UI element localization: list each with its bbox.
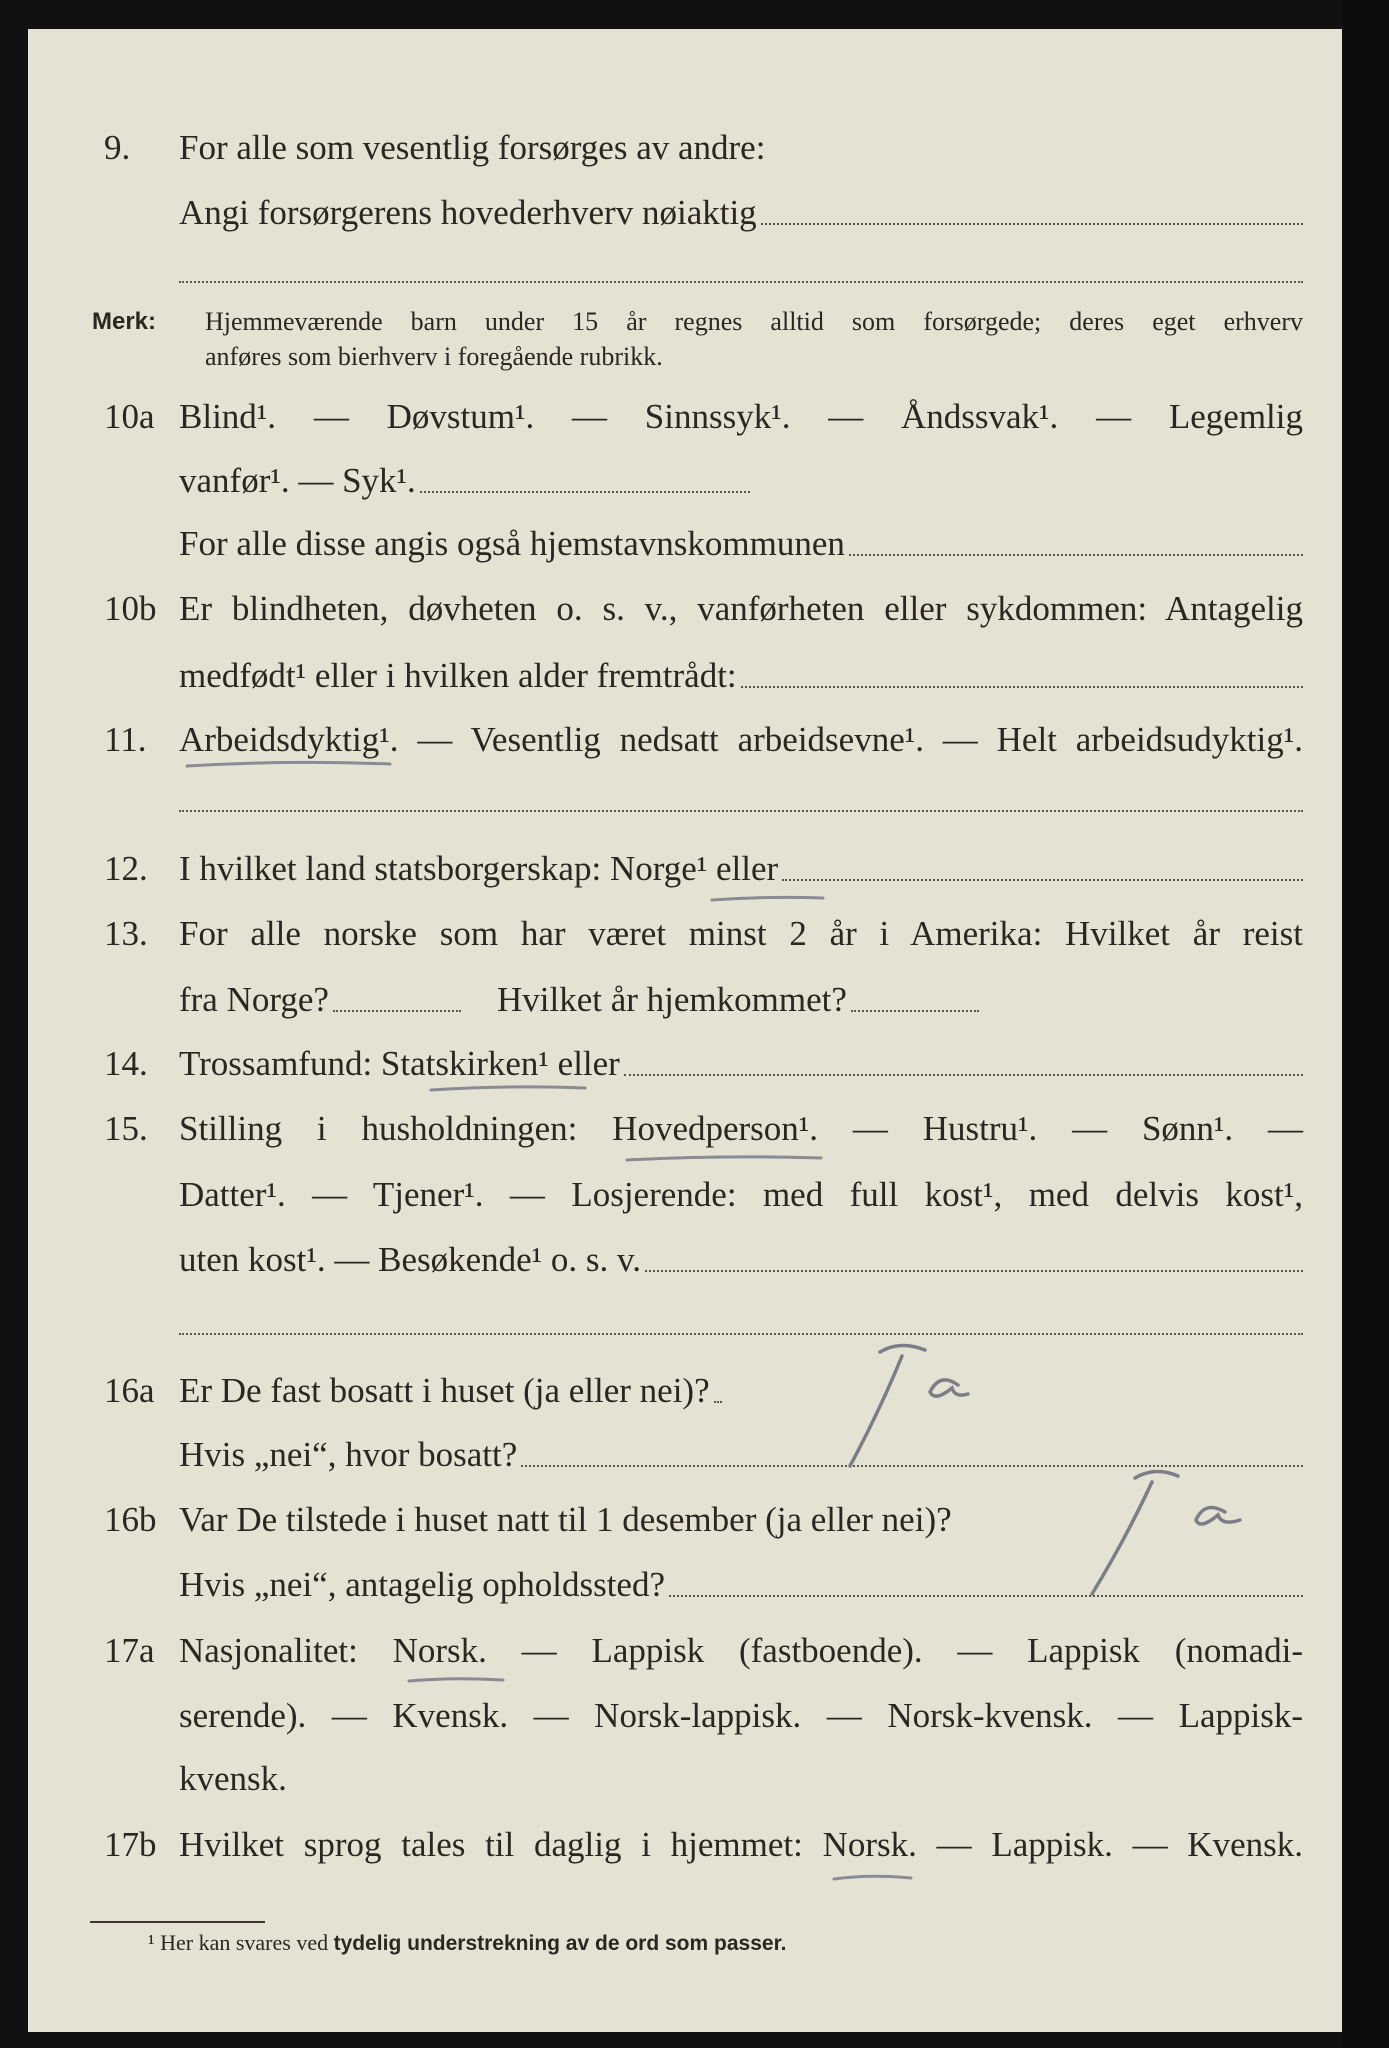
answer-field[interactable] (761, 223, 1303, 225)
item-13-line2 (0, 976, 1389, 1024)
item-9 (0, 124, 1389, 172)
item-number: 10a (104, 397, 155, 436)
note-text: Hjemmeværende barn under 15 år regnes alltid som forsørgede; deres eget erhverv (205, 307, 1303, 336)
question-text: Hvis „nei“, hvor bosatt? (179, 1435, 518, 1474)
question-text: Arbeidsdyktig¹. — Vesentlig nedsatt arbeidsevne¹. — Helt arbeidsudyktig¹. (179, 720, 1303, 759)
item-10a (0, 393, 1389, 441)
question-text: For alle disse angis også hjemstavnskommunen (179, 524, 845, 563)
item-17a-line3 (0, 1755, 1389, 1803)
question-text: Hvilket sprog tales til daglig i hjemmet: Norsk. — Lappisk. — Kvensk. (179, 1825, 1303, 1864)
item-9-line2 (0, 189, 1389, 237)
item-number: 17b (104, 1825, 157, 1864)
question-text: uten kost¹. — Besøkende¹ o. s. v. (179, 1240, 642, 1279)
item-number: 16b (104, 1500, 157, 1539)
question-text: fra Norge? (179, 980, 329, 1019)
item-number: 16a (104, 1371, 155, 1410)
item-number: 15. (104, 1109, 148, 1148)
item-17b (0, 1821, 1389, 1869)
answer-field[interactable] (624, 1074, 1303, 1076)
answer-field[interactable] (420, 491, 750, 493)
item-14 (0, 1040, 1389, 1088)
item-16b-line2 (0, 1561, 1389, 1609)
note-line2 (0, 333, 1389, 381)
answer-field[interactable] (782, 879, 1303, 881)
footnote-bold-text: tydelig understrekning av de ord som passer. (333, 1932, 787, 1955)
item-10b-line2 (0, 652, 1389, 700)
footnote-text: Her kan svares ved (160, 1930, 329, 1955)
item-number: 14. (104, 1044, 148, 1083)
note-label: Merk: (92, 308, 157, 335)
item-15-line2 (0, 1171, 1389, 1219)
item-10b (0, 585, 1389, 633)
answer-field[interactable] (521, 1465, 1303, 1467)
item-10a-line2 (0, 457, 1389, 505)
item-12 (0, 845, 1389, 893)
question-text: For alle norske som har været minst 2 år i Amerika: Hvilket år reist (179, 914, 1303, 953)
answer-field-return-year[interactable] (851, 1010, 979, 1012)
answer-field-departure-year[interactable] (333, 1010, 461, 1012)
item-16a-line2 (0, 1431, 1389, 1479)
question-text: Er De fast bosatt i huset (ja eller nei)? (179, 1371, 710, 1410)
item-11 (0, 716, 1389, 764)
answer-field[interactable] (179, 1333, 1303, 1335)
item-13 (0, 910, 1389, 958)
item-number: 17a (104, 1631, 155, 1670)
question-text: For alle som vesentlig forsørges av andre: (179, 128, 766, 167)
question-text: Hvilket år hjemkommet? (496, 980, 847, 1019)
question-text: I hvilket land statsborgerskap: Norge¹ eller (179, 849, 779, 888)
question-text: Stilling i husholdningen: Hovedperson¹. — Hustru¹. — Sønn¹. — (179, 1109, 1303, 1148)
answer-field[interactable] (849, 554, 1303, 556)
note-text: anføres som bierhverv i foregående rubrikk. (205, 342, 663, 371)
item-number: 10b (104, 589, 157, 628)
answer-field[interactable] (669, 1595, 1303, 1597)
question-text: vanfør¹. — Syk¹. (179, 461, 416, 500)
footnote-rule (90, 1921, 265, 1923)
item-number: 11. (104, 720, 147, 759)
answer-field[interactable] (179, 281, 1303, 283)
footnote-mark: ¹ (148, 1930, 155, 1955)
question-text: Var De tilstede i huset natt til 1 desember (ja eller nei)? (179, 1500, 952, 1539)
item-number: 9. (104, 128, 131, 167)
item-15 (0, 1105, 1389, 1153)
question-text: Er blindheten, døvheten o. s. v., vanførheten eller sykdommen: Antagelig (179, 589, 1303, 628)
question-text: Trossamfund: Statskirken¹ eller (179, 1044, 620, 1083)
question-text: Blind¹. — Døvstum¹. — Sinnssyk¹. — Åndssvak¹. — Legemlig (179, 397, 1303, 436)
item-15-line3 (0, 1236, 1389, 1284)
item-number: 13. (104, 914, 148, 953)
question-text: medfødt¹ eller i hvilken alder fremtrådt: (179, 656, 737, 695)
leader-dots (714, 1401, 722, 1403)
question-text: Hvis „nei“, antagelig opholdssted? (179, 1565, 665, 1604)
item-16b (0, 1496, 1389, 1544)
question-text: serende). — Kvensk. — Norsk-lappisk. — Norsk-kvensk. — Lappisk- (179, 1696, 1303, 1735)
answer-field[interactable] (179, 810, 1303, 812)
item-number: 12. (104, 849, 148, 888)
answer-field[interactable] (741, 686, 1303, 688)
item-17a (0, 1627, 1389, 1675)
question-text: Nasjonalitet: Norsk. — Lappisk (fastboende). — Lappisk (nomadi- (179, 1631, 1303, 1670)
question-text: Angi forsørgerens hovederhverv nøiaktig (179, 193, 757, 232)
item-17a-line2 (0, 1692, 1389, 1740)
item-10a-line3 (0, 520, 1389, 568)
question-text: Datter¹. — Tjener¹. — Losjerende: med full kost¹, med delvis kost¹, (179, 1175, 1303, 1214)
question-text: kvensk. (179, 1759, 287, 1798)
footnote (148, 1928, 786, 1959)
answer-field[interactable] (645, 1270, 1303, 1272)
item-16a (0, 1367, 1389, 1415)
